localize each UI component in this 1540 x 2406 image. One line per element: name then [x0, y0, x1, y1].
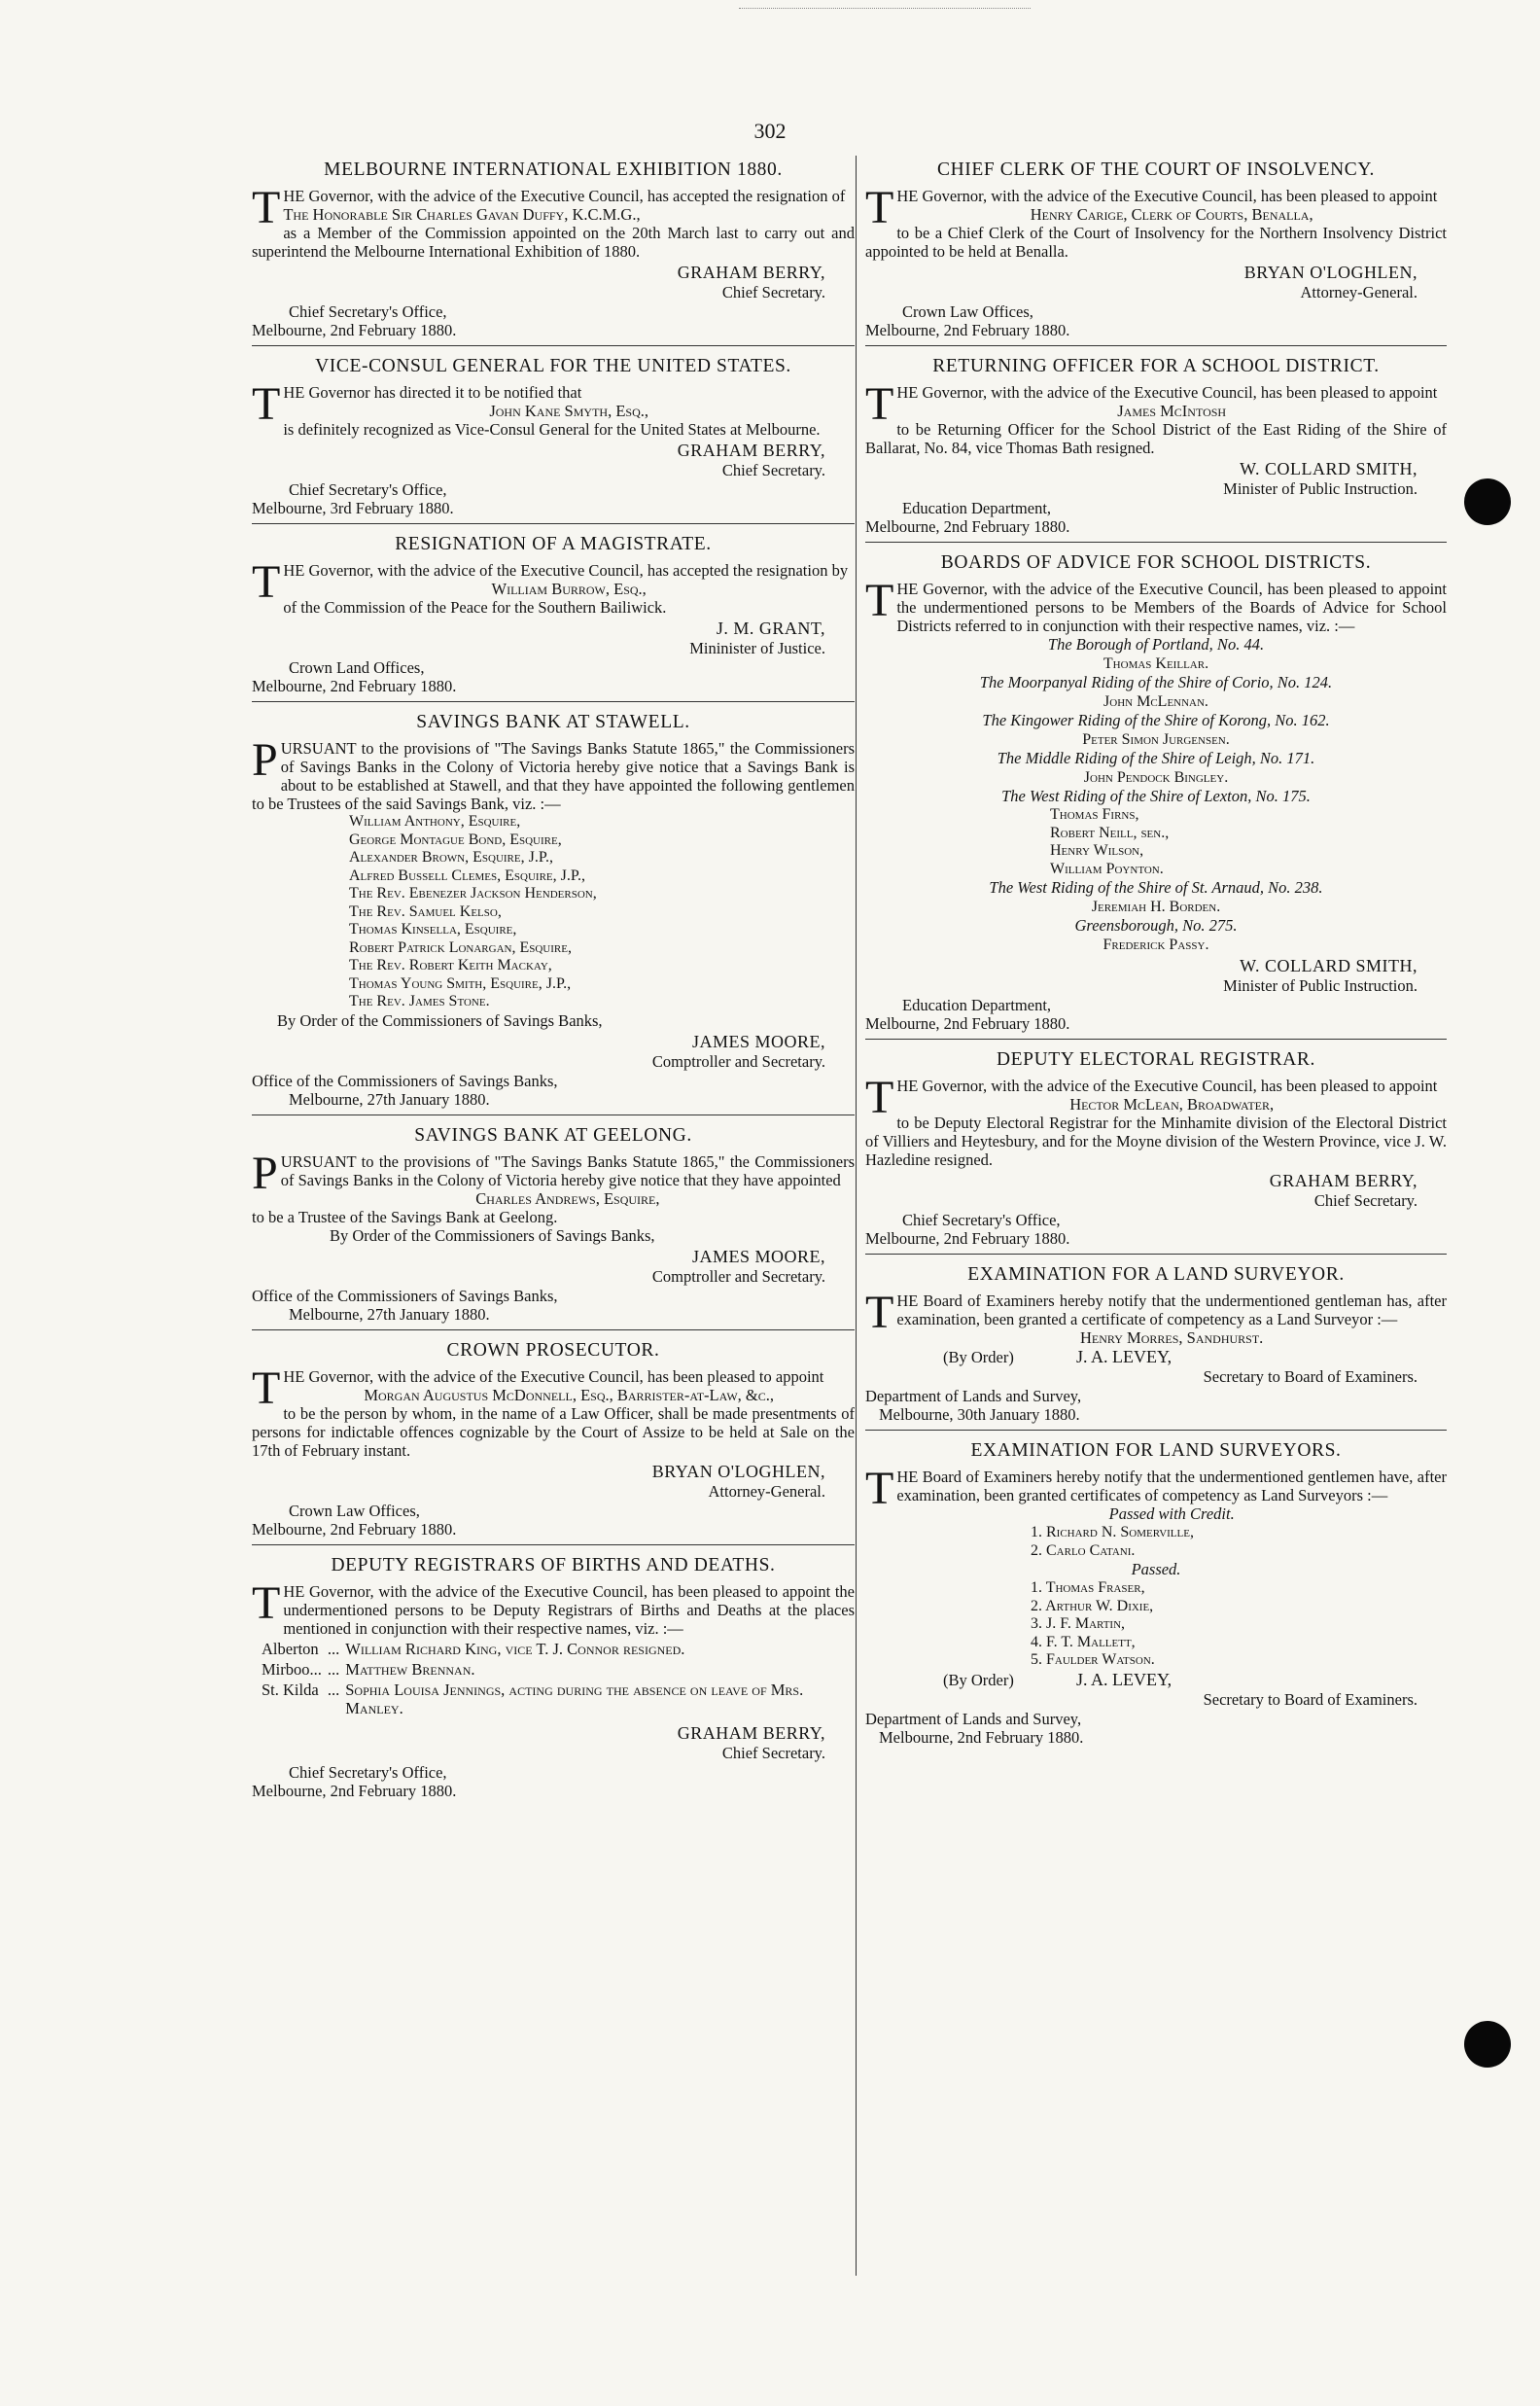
issuing-office: Chief Secretary's Office, — [289, 1762, 447, 1782]
place-cell: Mirboo... — [262, 1659, 322, 1679]
notice-intro: PURSUANT to the provisions of "The Savings Banks Statute 1865," the Commissioners of Savings Banks in the Colony of Victoria hereby give notice that they have appointed — [252, 1147, 855, 1199]
signer-title: Chief Secretary. — [721, 1743, 825, 1762]
by-order-line: By Order of the Commissioners of Savings Banks, — [330, 1225, 655, 1245]
notice-body: to be a Chief Clerk of the Court of Insolvency for the Northern Insolvency District appointed to be held at Benalla. — [865, 224, 1447, 261]
list-item: 2. Carlo Catani. — [1031, 1541, 1136, 1559]
notice-title: CHIEF CLERK OF THE COURT OF INSOLVENCY. — [936, 159, 1376, 180]
list-item: Thomas Young Smith, Esquire, J.P., — [349, 974, 572, 992]
person-cell: William Richard King, vice T. J. Connor resigned. — [345, 1639, 685, 1658]
list-item: Alexander Brown, Esquire, J.P., — [349, 849, 553, 866]
by-order-line: By Order of the Commissioners of Savings Banks, — [277, 1010, 603, 1030]
member-name: Thomas Keillar. — [1102, 655, 1209, 672]
notice-title: DEPUTY ELECTORAL REGISTRAR. — [996, 1049, 1316, 1070]
signer-title: Secretary to Board of Examiners. — [1203, 1367, 1418, 1386]
notice-electoral-registrar — [865, 1049, 1447, 1255]
left-column — [252, 156, 855, 1816]
notice-boards-of-advice — [865, 552, 1447, 1040]
notice-date: Melbourne, 30th January 1880. — [879, 1405, 1080, 1424]
member-name: John McLennan. — [1103, 693, 1208, 710]
list-item: 1. Thomas Fraser, — [1031, 1579, 1145, 1596]
signer-name: J. M. GRANT, — [716, 619, 825, 638]
notice-title: BOARDS OF ADVICE FOR SCHOOL DISTRICTS. — [940, 552, 1372, 573]
signer-name: GRAHAM BERRY, — [677, 1722, 825, 1743]
issuing-office: Crown Land Offices, — [289, 658, 425, 677]
notice-savings-bank-stawell — [252, 712, 855, 1115]
table-row — [262, 1640, 855, 1660]
list-item: 3. J. F. Martin, — [1031, 1615, 1126, 1632]
notice-intro: THE Governor, with the advice of the Executive Council, has accepted the resignation of — [252, 182, 846, 233]
notice-body: to be the person by whom, in the name of a Law Officer, shall be made presentments of persons for indictable offences cognizable by the Court of Assize to be held at Sale on the 17th of February instant. — [252, 1403, 855, 1460]
signer-name: GRAHAM BERRY, — [677, 441, 825, 460]
notice-date: Melbourne, 27th January 1880. — [289, 1089, 490, 1109]
issuing-office: Department of Lands and Survey, — [865, 1387, 1082, 1405]
list-item: 5. Faulder Watson. — [1031, 1651, 1155, 1668]
by-order-line — [865, 1670, 1447, 1690]
notice-intro: THE Governor, with the advice of the Executive Council, has been pleased to appoint — [865, 182, 1438, 233]
passed-heading: Passed. — [1131, 1560, 1181, 1578]
list-item: The Rev. Ebenezer Jackson Henderson, — [349, 885, 597, 902]
list-item: The Rev. Robert Keith Mackay, — [349, 957, 552, 973]
notice-title: RETURNING OFFICER FOR A SCHOOL DISTRICT. — [932, 356, 1380, 376]
notice-intro: THE Governor, with the advice of the Executive Council, has been pleased to appoint the undermentioned persons to be Members of the Boards of Advice for School Districts referred to in conjunction with their respective names, viz. :— — [865, 575, 1447, 635]
member-name: Peter Simon Jurgensen. — [1082, 731, 1230, 748]
credit-list — [865, 1524, 1447, 1560]
signer-title: Chief Secretary. — [721, 283, 825, 301]
notice-intro: PURSUANT to the provisions of "The Savings Banks Statute 1865," the Commissioners of Savings Banks in the Colony of Victoria hereby give notice that a Savings Bank is about to be established at Stawell, and that they have appointed the following gentlemen to be Trustees of the said Savings Bank, viz. :— — [252, 734, 855, 813]
notice-date: Melbourne, 2nd February 1880. — [865, 321, 1070, 339]
issuing-office: Chief Secretary's Office, — [289, 480, 447, 499]
signer-title: Minister of Public Instruction. — [1223, 479, 1418, 498]
district-name: Greensborough, No. 275. — [1074, 916, 1238, 935]
notice-person: Henry Carige, Clerk of Courts, Benalla, — [1030, 205, 1313, 224]
notice-person: Charles Andrews, Esquire, — [475, 1188, 660, 1208]
notice-body: as a Member of the Commission appointed on the 20th March last to carry out and superintend the Melbourne International Exhibition of 1880. — [252, 224, 855, 261]
notice-savings-bank-geelong — [252, 1125, 855, 1330]
district-name: The Borough of Portland, No. 44. — [1047, 635, 1265, 654]
district-name: The West Riding of the Shire of St. Arnaud, No. 238. — [989, 878, 1323, 897]
list-item: Thomas Kinsella, Esquire, — [349, 921, 517, 938]
notice-intro: THE Governor, with the advice of the Executive Council, has been pleased to appoint — [865, 378, 1438, 430]
district-list — [865, 635, 1447, 954]
issuing-office: Office of the Commissioners of Savings Banks, — [252, 1286, 558, 1305]
by-order-line — [865, 1347, 1447, 1367]
list-item: William Anthony, Esquire, — [349, 813, 521, 830]
member-list — [865, 806, 1447, 878]
signer-title: Comptroller and Secretary. — [651, 1051, 825, 1071]
signer-name: JAMES MOORE, — [691, 1246, 825, 1266]
credit-heading: Passed with Credit. — [1108, 1504, 1235, 1523]
page-top-edge — [739, 0, 1031, 9]
notice-land-surveyor — [865, 1264, 1447, 1431]
notice-body: of the Commission of the Peace for the Southern Bailiwick. — [283, 598, 667, 617]
signer-name: BRYAN O'LOGHLEN, — [1243, 263, 1418, 282]
district-name: The Middle Riding of the Shire of Leigh, No. 171. — [997, 749, 1315, 767]
notice-person: Morgan Augustus McDonnell, Esq., Barrister-at-Law, &c., — [364, 1385, 774, 1404]
notice-title: EXAMINATION FOR A LAND SURVEYOR. — [967, 1264, 1345, 1285]
signer-title: Chief Secretary. — [1313, 1191, 1418, 1210]
notice-title: MELBOURNE INTERNATIONAL EXHIBITION 1880. — [324, 159, 783, 180]
notice-body: is definitely recognized as Vice-Consul General for the United States at Melbourne. — [283, 420, 821, 439]
member-name: William Poynton. — [1050, 860, 1164, 877]
notice-returning-officer — [865, 356, 1447, 543]
list-item: The Rev. James Stone. — [349, 993, 490, 1009]
separator-cell: ... — [327, 1659, 340, 1679]
issuing-office: Education Department, — [902, 499, 1052, 517]
place-cell: St. Kilda — [262, 1680, 319, 1699]
right-column — [865, 156, 1447, 1762]
issuing-office: Crown Law Offices, — [902, 302, 1033, 321]
signer-title: Mininister of Justice. — [689, 639, 825, 657]
notice-intro: THE Governor, with the advice of the Executive Council, has been pleased to appoint the undermentioned persons to be Deputy Registrars of Births and Deaths at the places mentioned in conjunction with their respective names, viz. :— — [252, 1576, 855, 1638]
binding-hole-mark — [1464, 478, 1511, 525]
notice-intro: THE Board of Examiners hereby notify that the undermentioned gentlemen have, after examination, been granted certificates of competency as Land Surveyors :— — [865, 1463, 1447, 1514]
page-number: 302 — [753, 119, 787, 143]
signer-name: BRYAN O'LOGHLEN, — [651, 1461, 825, 1481]
notice-deputy-registrars — [252, 1555, 855, 1806]
notice-person: The Honorable Sir Charles Gavan Duffy, K.C.M.G., — [283, 205, 641, 224]
notice-body: to be Deputy Electoral Registrar for the Minhamite division of the Electoral District of Villiers and Heytesbury, and for the Moyne division of the Western Province, vice J. W. Hazledine resigned. — [865, 1114, 1447, 1169]
separator-cell: ... — [327, 1639, 340, 1658]
signer-title: Attorney-General. — [1300, 283, 1418, 301]
list-item: Robert Patrick Lonargan, Esquire, — [349, 938, 572, 956]
district-name: The West Riding of the Shire of Lexton, No. 175. — [1001, 787, 1311, 805]
notice-date: Melbourne, 2nd February 1880. — [252, 1781, 457, 1800]
notice-intro: THE Governor has directed it to be notified that — [252, 378, 582, 430]
notice-title: VICE-CONSUL GENERAL FOR THE UNITED STATES. — [315, 356, 791, 376]
person-cell: Matthew Brennan. — [345, 1659, 475, 1679]
separator-cell: ... — [327, 1680, 340, 1699]
ink-blot-mark — [1464, 2021, 1511, 2068]
notice-title: DEPUTY REGISTRARS OF BIRTHS AND DEATHS. — [331, 1554, 776, 1575]
notice-title: CROWN PROSECUTOR. — [446, 1339, 660, 1361]
notice-person: James McIntosh — [1117, 402, 1227, 420]
notice-crown-prosecutor — [252, 1340, 855, 1545]
signer-title: Minister of Public Instruction. — [1223, 976, 1418, 995]
notice-title: EXAMINATION FOR LAND SURVEYORS. — [970, 1440, 1342, 1461]
notice-title: SAVINGS BANK AT GEELONG. — [414, 1124, 692, 1146]
notice-intro: THE Governor, with the advice of the Executive Council, has accepted the resignation by — [252, 556, 849, 608]
issuing-office: Chief Secretary's Office, — [289, 302, 447, 321]
signer-name: J. A. LEVEY, — [1075, 1347, 1172, 1366]
passed-list — [865, 1579, 1447, 1670]
person-cell: Sophia Louisa Jennings, acting during the absence on leave of Mrs. Manley. — [345, 1680, 804, 1717]
notice-insolvency-clerk — [865, 159, 1447, 346]
issuing-office: Chief Secretary's Office, — [902, 1211, 1061, 1229]
notice-title: RESIGNATION OF A MAGISTRATE. — [395, 534, 712, 554]
list-item: The Rev. Samuel Kelso, — [349, 902, 502, 920]
member-name: Henry Wilson, — [1050, 842, 1144, 859]
list-item: 4. F. T. Mallett, — [1031, 1633, 1136, 1650]
notice-title: SAVINGS BANK AT STAWELL. — [416, 712, 690, 732]
by-order-label: (By Order) — [943, 1348, 1014, 1366]
issuing-office: Education Department, — [902, 996, 1052, 1014]
notice-intro: THE Governor, with the advice of the Executive Council, has been pleased to appoint — [865, 1072, 1438, 1123]
signer-name: JAMES MOORE, — [691, 1031, 825, 1051]
issuing-office: Department of Lands and Survey, — [865, 1709, 1082, 1728]
notice-date: Melbourne, 2nd February 1880. — [865, 1014, 1070, 1033]
notice-body: to be a Trustee of the Savings Bank at Geelong. — [252, 1207, 558, 1226]
notice-date: Melbourne, 27th January 1880. — [289, 1304, 490, 1324]
notice-magistrate — [252, 534, 855, 702]
place-cell: Alberton — [262, 1639, 319, 1658]
registrar-table — [262, 1640, 855, 1719]
notice-person: Hector McLean, Broadwater, — [1069, 1095, 1275, 1114]
member-name: Robert Neill, sen., — [1050, 824, 1170, 841]
notice-date: Melbourne, 2nd February 1880. — [865, 1229, 1070, 1248]
signer-title: Chief Secretary. — [721, 461, 825, 479]
signer-name: W. COLLARD SMITH, — [1240, 956, 1418, 975]
notice-date: Melbourne, 2nd February 1880. — [252, 1519, 457, 1539]
member-name: Thomas Firns, — [1050, 806, 1139, 823]
table-row — [262, 1660, 855, 1681]
signer-title: Attorney-General. — [708, 1481, 825, 1501]
member-name: Frederick Passy. — [1102, 937, 1209, 953]
list-item: 2. Arthur W. Dixie, — [1031, 1597, 1154, 1614]
district-name: The Moorpanyal Riding of the Shire of Corio, No. 124. — [979, 673, 1333, 691]
member-name: John Pendock Bingley. — [1083, 769, 1229, 786]
issuing-office: Office of the Commissioners of Savings Banks, — [252, 1071, 558, 1090]
list-item: 1. Richard N. Somerville, — [1031, 1524, 1194, 1540]
by-order-label: (By Order) — [943, 1670, 1014, 1689]
notice-date: Melbourne, 3rd February 1880. — [252, 499, 454, 517]
notice-date: Melbourne, 2nd February 1880. — [879, 1727, 1084, 1747]
table-row — [262, 1681, 855, 1719]
signer-name: W. COLLARD SMITH, — [1240, 459, 1418, 478]
signer-title: Comptroller and Secretary. — [651, 1266, 825, 1286]
notice-intro: THE Board of Examiners hereby notify that the undermentioned gentleman has, after examination, been granted a certificate of competency as a Land Surveyor :— — [865, 1287, 1447, 1338]
signer-title: Secretary to Board of Examiners. — [1203, 1689, 1418, 1709]
signer-name: GRAHAM BERRY, — [1269, 1171, 1418, 1190]
district-name: The Kingower Riding of the Shire of Korong, No. 162. — [982, 711, 1330, 729]
trustee-list — [252, 813, 855, 1011]
column-divider — [856, 156, 857, 2276]
member-name: Jeremiah H. Borden. — [1091, 899, 1221, 915]
notice-date: Melbourne, 2nd February 1880. — [252, 677, 457, 695]
notice-date: Melbourne, 2nd February 1880. — [865, 517, 1070, 536]
list-item: George Montague Bond, Esquire, — [349, 831, 562, 848]
notice-land-surveyors — [865, 1440, 1447, 1752]
notice-intro: THE Governor, with the advice of the Executive Council, has been pleased to appoint — [252, 1362, 824, 1414]
signer-name: GRAHAM BERRY, — [677, 263, 825, 282]
issuing-office: Crown Law Offices, — [289, 1501, 420, 1520]
notice-body: to be Returning Officer for the School District of the East Riding of the Shire of Ballarat, No. 84, vice Thomas Bath resigned. — [865, 420, 1447, 457]
notice-vice-consul — [252, 356, 855, 524]
notice-date: Melbourne, 2nd February 1880. — [252, 321, 457, 339]
list-item: Alfred Bussell Clemes, Esquire, J.P., — [349, 867, 585, 884]
notice-exhibition — [252, 159, 855, 346]
notice-person: William Burrow, Esq., — [491, 580, 647, 598]
signer-name: J. A. LEVEY, — [1075, 1669, 1172, 1689]
notice-person: John Kane Smyth, Esq., — [489, 402, 648, 420]
notice-person: Henry Morres, Sandhurst. — [1080, 1328, 1264, 1347]
